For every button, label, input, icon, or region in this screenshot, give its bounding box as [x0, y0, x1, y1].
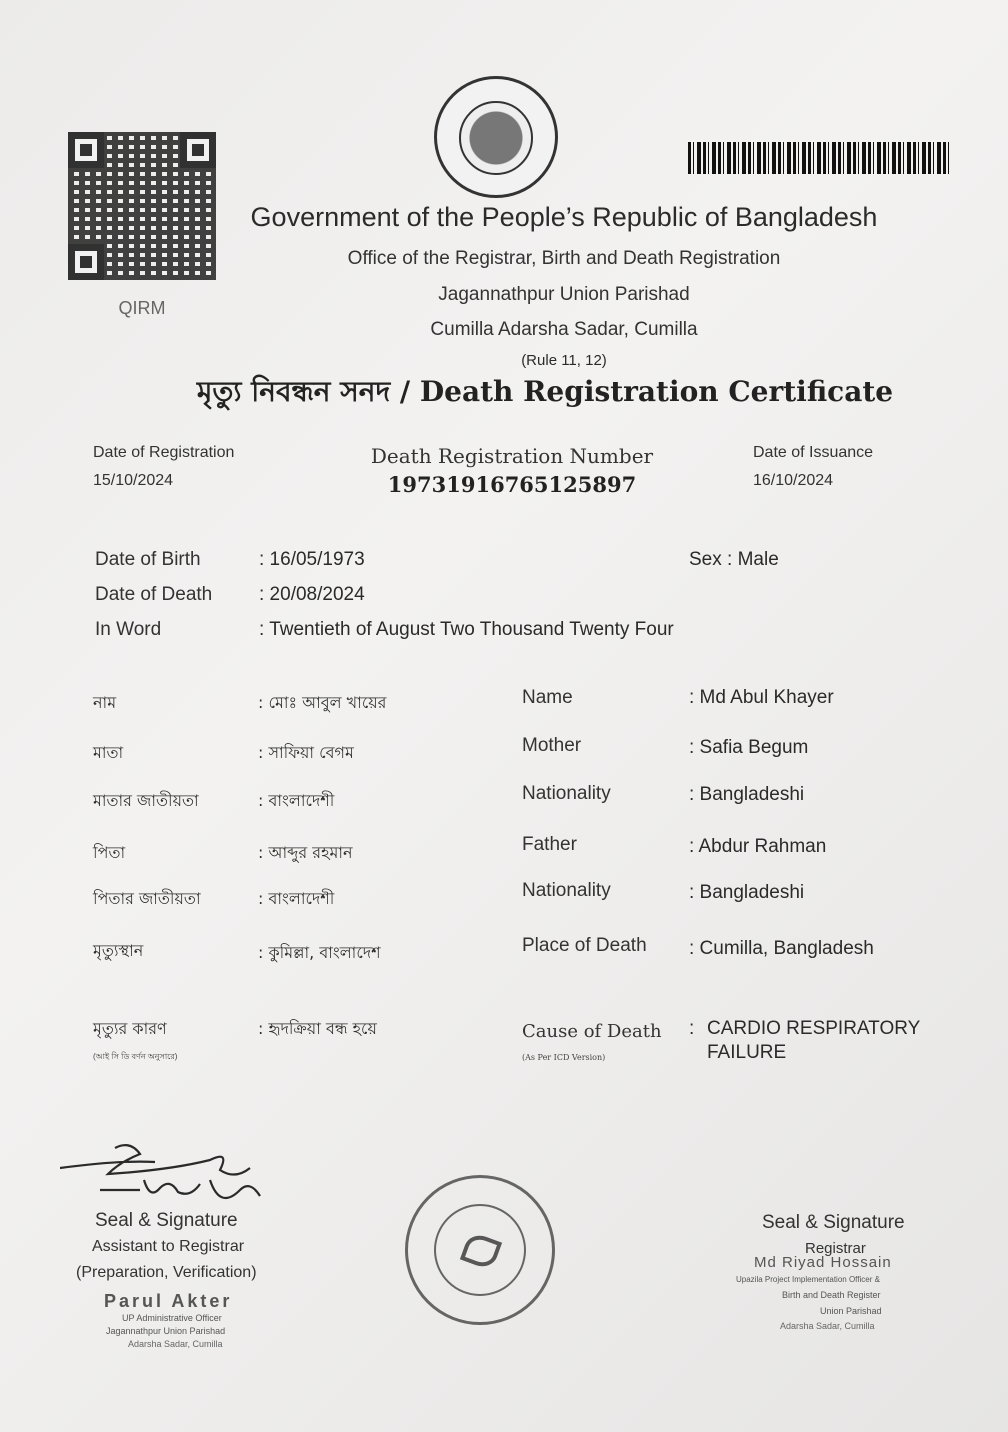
place-label: Place of Death: [522, 935, 647, 956]
union-parishad-seal-icon: [405, 1175, 555, 1325]
cause-sublabel: (As Per ICD Version): [522, 1053, 606, 1062]
left-stamp-line1: UP Administrative Officer: [122, 1313, 222, 1323]
bn-mother-label: মাতা: [93, 743, 124, 762]
registration-date-label: Date of Registration: [93, 444, 235, 461]
union-title: Jagannathpur Union Parishad: [438, 284, 690, 305]
bn-mother-value: : সাফিয়া বেগম: [258, 743, 354, 762]
in-word-value: : Twentieth of August Two Thousand Twenty Four: [259, 619, 674, 640]
bn-cause-value: : হৃদক্রিয়া বন্ধ হয়ে: [258, 1019, 377, 1038]
barcode: [688, 142, 950, 174]
bn-place-value: : কুমিল্লা, বাংলাদেশ: [258, 943, 381, 962]
bn-father-nationality-value: : বাংলাদেশী: [258, 889, 335, 908]
bn-father-nationality-label: পিতার জাতীয়তা: [93, 889, 201, 908]
father-label: Father: [522, 834, 577, 855]
name-label: Name: [522, 687, 573, 708]
registration-date-value: 15/10/2024: [93, 472, 174, 489]
dod-value: : 20/08/2024: [259, 584, 365, 605]
right-seal-signature-label: Seal & Signature: [762, 1212, 905, 1233]
government-title: Government of the People’s Republic of Bangladesh: [250, 202, 878, 232]
registration-number-label: Death Registration Number: [370, 444, 654, 468]
qr-label: QIRM: [118, 298, 166, 318]
dob-value: : 16/05/1973: [259, 549, 365, 570]
cause-colon: :: [689, 1018, 695, 1039]
sex-value: Sex : Male: [689, 549, 779, 570]
rule-reference: (Rule 11, 12): [521, 352, 607, 369]
cause-label: Cause of Death: [522, 1021, 662, 1042]
left-stamp-line2: Jagannathpur Union Parishad: [106, 1326, 226, 1336]
bn-cause-sublabel: (আই সি ডি বর্ণন অনুসারে): [93, 1052, 178, 1061]
right-stamp-line4: Adarsha Sadar, Cumilla: [780, 1321, 875, 1331]
bn-father-label: পিতা: [93, 843, 126, 862]
right-stamp-name: Md Riyad Hossain: [754, 1254, 892, 1271]
father-value: : Abdur Rahman: [689, 836, 827, 857]
left-role: Assistant to Registrar: [92, 1238, 245, 1255]
handwritten-signature-icon: [60, 1140, 280, 1210]
bn-mother-nationality-value: : বাংলাদেশী: [258, 791, 335, 810]
right-stamp-line1: Upazila Project Implementation Officer &: [736, 1275, 880, 1284]
bn-name-value: : মোঃ আবুল খায়ের: [258, 693, 387, 712]
mother-nationality-value: : Bangladeshi: [689, 784, 805, 805]
father-nationality-value: : Bangladeshi: [689, 882, 805, 903]
certificate-title: মৃত্যু নিবন্ধন সনদ / Death Registration Certificate: [196, 375, 894, 408]
mother-label: Mother: [522, 735, 582, 756]
left-role-detail: (Preparation, Verification): [76, 1264, 257, 1281]
right-stamp-line2: Birth and Death Register: [782, 1290, 881, 1300]
left-stamp-name: Parul Akter: [104, 1291, 233, 1311]
father-nationality-label: Nationality: [522, 880, 611, 901]
cause-value-line2: FAILURE: [707, 1042, 787, 1063]
mother-nationality-label: Nationality: [522, 783, 611, 804]
in-word-label: In Word: [95, 619, 162, 640]
right-role: Registrar: [805, 1240, 866, 1257]
bn-name-label: নাম: [93, 693, 117, 712]
qr-code: [68, 132, 216, 280]
left-seal-signature-label: Seal & Signature: [95, 1210, 238, 1231]
mother-value: : Safia Begum: [689, 737, 809, 758]
bn-father-value: : আব্দুর রহমান: [258, 843, 353, 862]
place-value: : Cumilla, Bangladesh: [689, 938, 874, 959]
registration-number-value: 19731916765125897: [387, 472, 637, 497]
issuance-date-value: 16/10/2024: [753, 472, 834, 489]
government-emblem-seal: [434, 76, 558, 198]
dod-label: Date of Death: [95, 584, 213, 605]
district-title: Cumilla Adarsha Sadar, Cumilla: [430, 319, 698, 340]
issuance-date-label: Date of Issuance: [753, 444, 874, 461]
bn-cause-label: মৃত্যুর কারণ: [93, 1019, 167, 1038]
cause-value-line1: CARDIO RESPIRATORY: [707, 1018, 921, 1039]
dob-label: Date of Birth: [95, 549, 201, 570]
right-stamp-line3: Union Parishad: [820, 1306, 882, 1316]
office-title: Office of the Registrar, Birth and Death Registration: [347, 248, 781, 269]
name-value: : Md Abul Khayer: [689, 687, 834, 708]
left-stamp-line3: Adarsha Sadar, Cumilla: [128, 1339, 223, 1349]
bn-mother-nationality-label: মাতার জাতীয়তা: [93, 791, 199, 810]
bn-place-label: মৃত্যুস্থান: [93, 941, 144, 960]
